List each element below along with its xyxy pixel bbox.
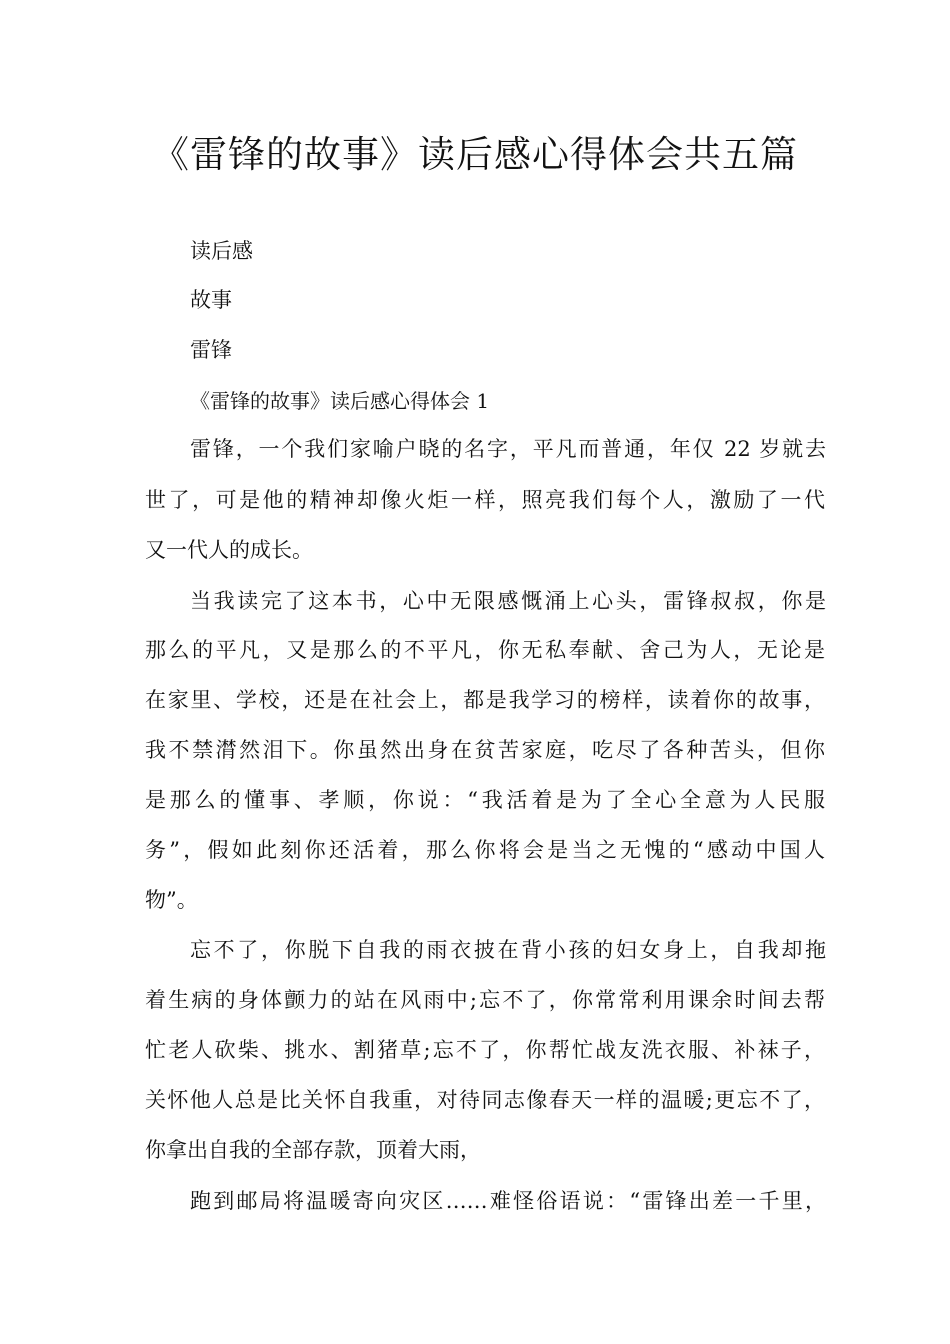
- text-line: 忙老人砍柴、挑水、割猪草;忘不了，你帮忙战友洗衣服、补袜子，: [145, 1038, 825, 1062]
- text-line: 雷锋，一个我们家喻户晓的名字，平凡而普通，年仅 22 岁就去: [190, 437, 826, 461]
- text-line: 关怀他人总是比关怀自我重，对待同志像春天一样的温暖;更忘不了，: [145, 1088, 825, 1112]
- text-line: 着生病的身体颤力的站在风雨中;忘不了，你常常利用课余时间去帮: [145, 988, 825, 1012]
- text-line: 是那么的懂事、孝顺，你说：“我活着是为了全心全意为人民服: [145, 788, 825, 812]
- keyword-1: 读后感: [190, 239, 253, 263]
- text-line: 忘不了，你脱下自我的雨衣披在背小孩的妇女身上，自我却拖: [190, 938, 826, 962]
- keyword-3: 雷锋: [190, 338, 232, 362]
- text-line: 在家里、学校，还是在社会上，都是我学习的榜样，读着你的故事，: [145, 688, 825, 712]
- keyword-2: 故事: [190, 288, 232, 312]
- text-line: 当我读完了这本书，心中无限感慨涌上心头，雷锋叔叔，你是: [190, 589, 826, 613]
- text-line: 我不禁潸然泪下。你虽然出身在贫苦家庭，吃尽了各种苦头，但你: [145, 738, 825, 762]
- document-title: 《雷锋的故事》读后感心得体会共五篇: [152, 133, 798, 176]
- text-line: 世了，可是他的精神却像火炬一样，照亮我们每个人，激励了一代: [145, 488, 825, 512]
- text-line: 又一代人的成长。: [145, 538, 313, 562]
- section-subtitle: 《雷锋的故事》读后感心得体会 1: [190, 389, 490, 413]
- text-line: 跑到邮局将温暖寄向灾区……难怪俗语说：“雷锋出差一千里，: [190, 1189, 826, 1213]
- text-line: 物”。: [145, 888, 198, 912]
- text-line: 那么的平凡，又是那么的不平凡，你无私奉献、舍己为人，无论是: [145, 638, 825, 662]
- text-line: 务”，假如此刻你还活着，那么你将会是当之无愧的“感动中国人: [145, 838, 825, 862]
- text-line: 你拿出自我的全部存款，顶着大雨，: [145, 1138, 481, 1162]
